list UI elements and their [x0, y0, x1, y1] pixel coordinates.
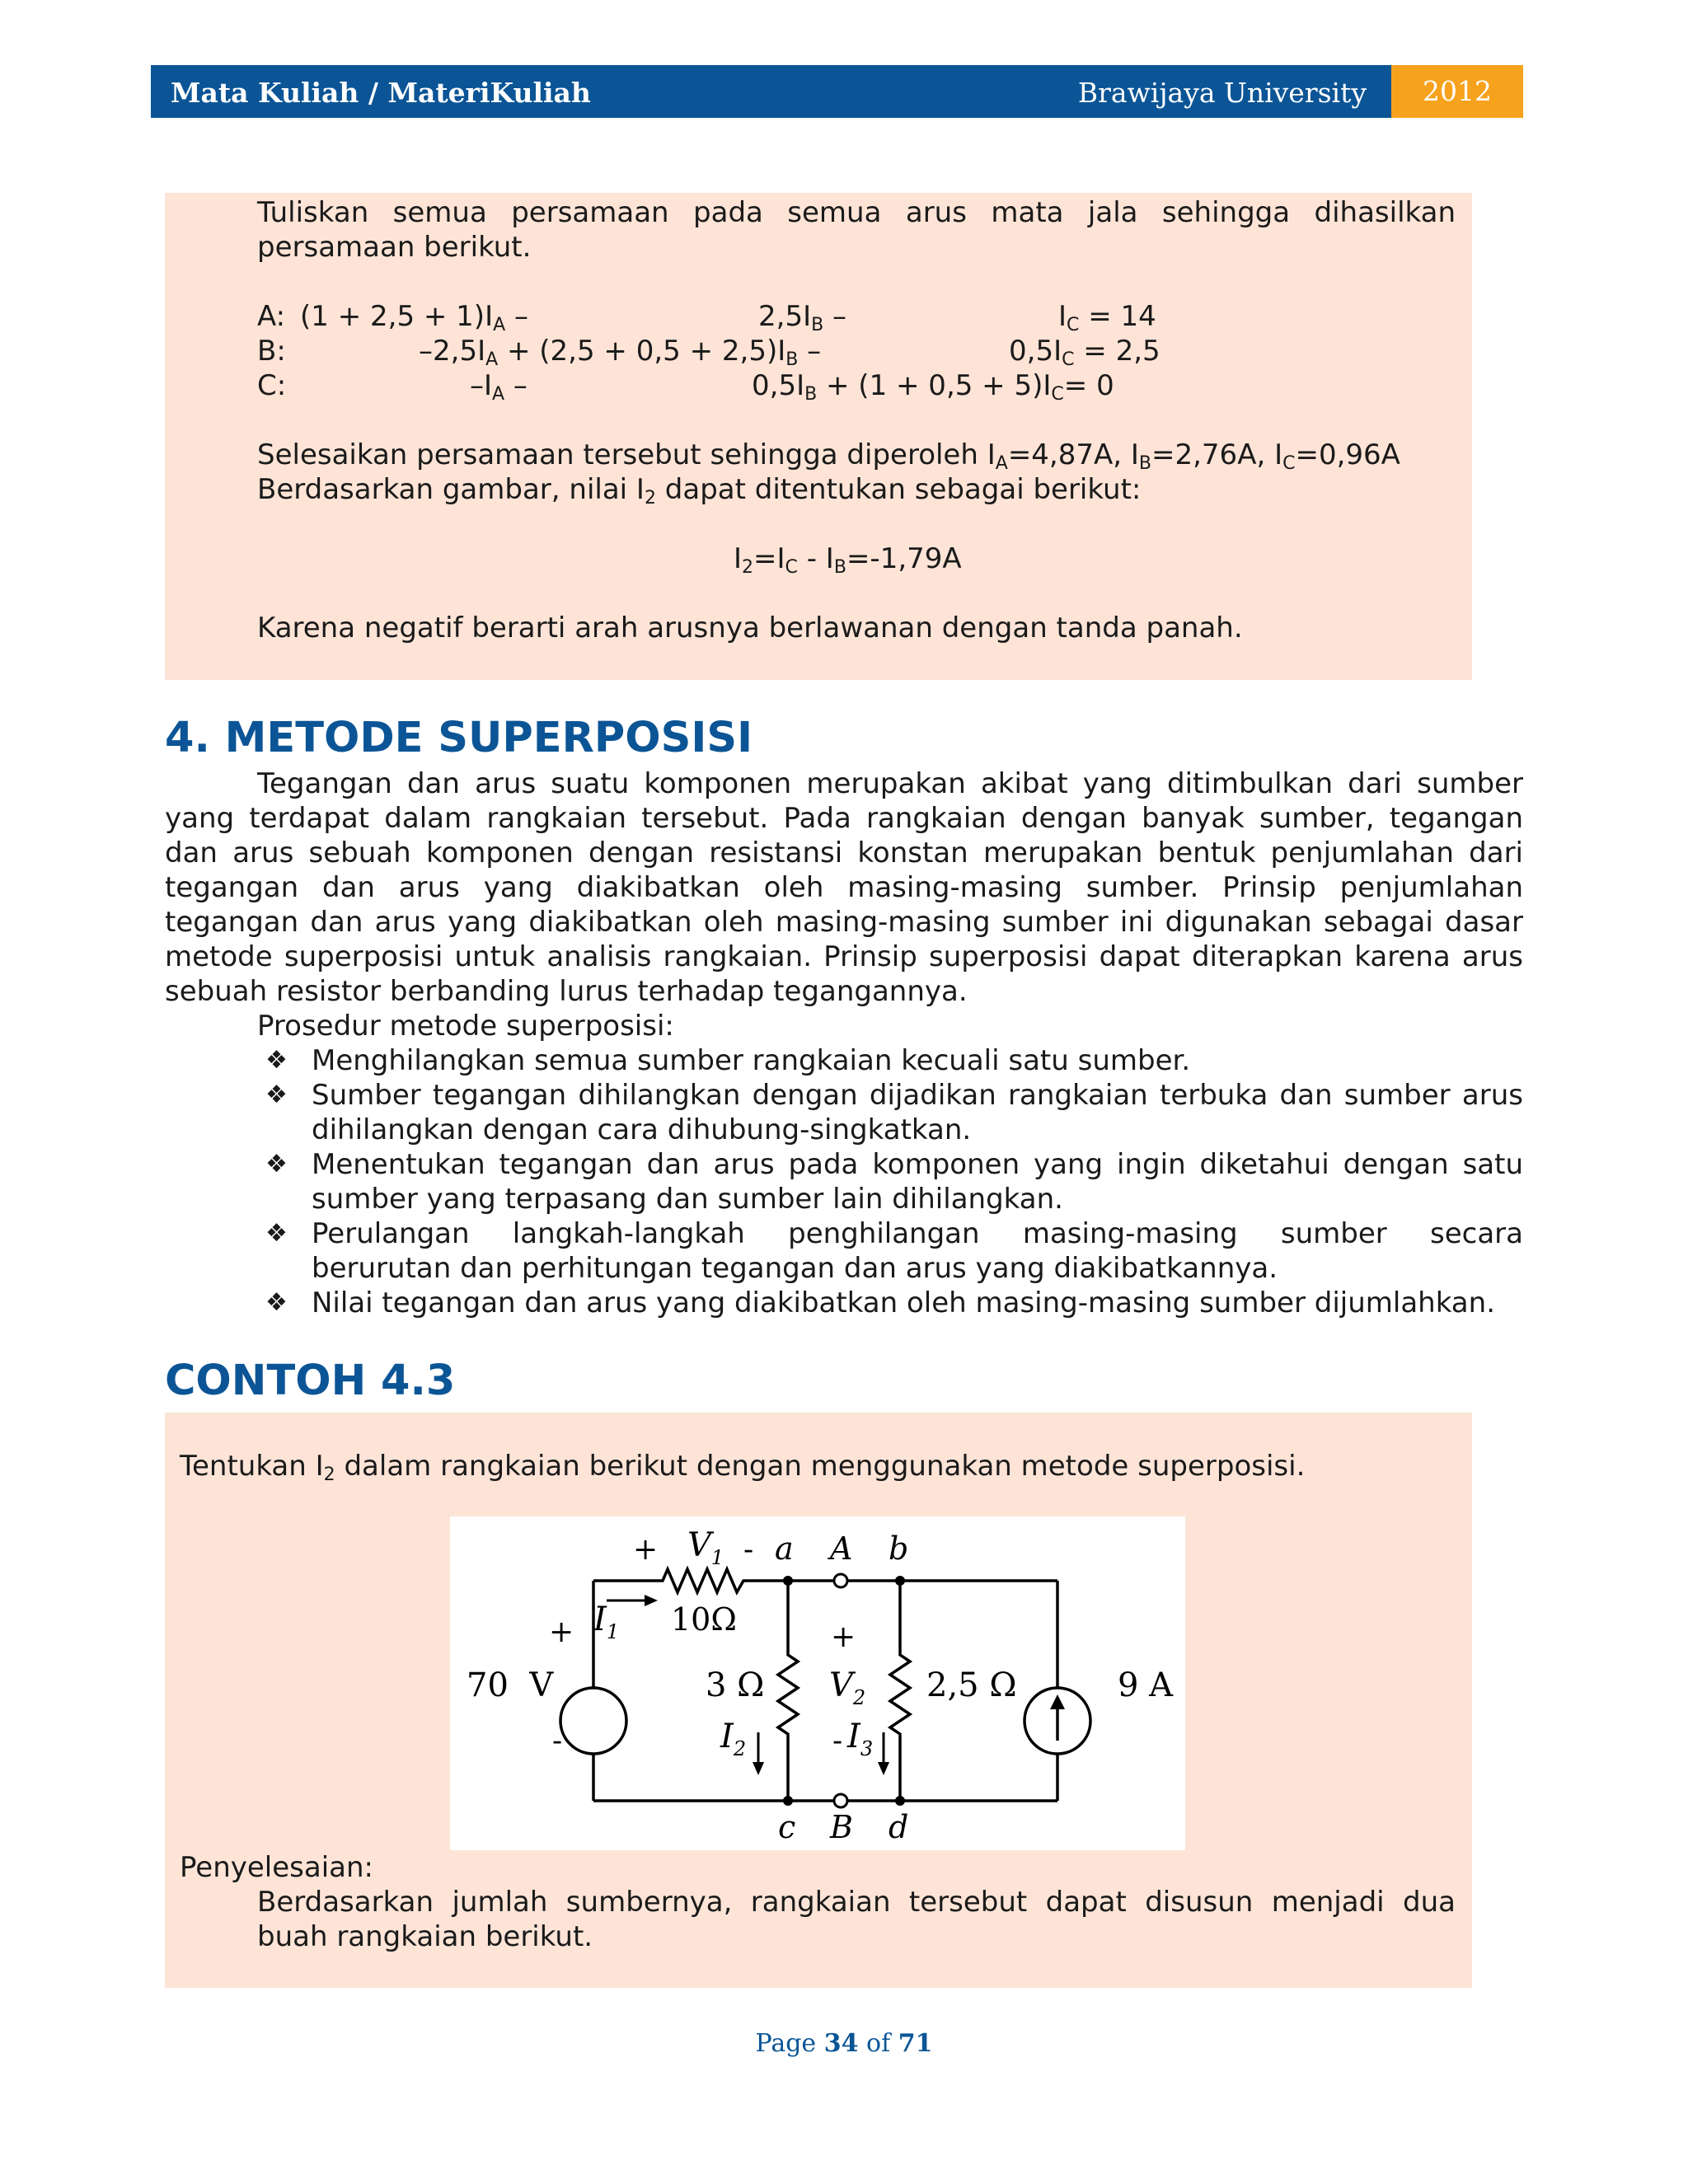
paragraph-line: yang terdapat dalam rangkaian tersebut. Pada rangkaian dengan banyak sumber, tegangan	[165, 802, 1523, 835]
of-word: of	[866, 2029, 891, 2058]
solution-line-1: Berdasarkan jumlah sumbernya, rangkaian tersebut dapat disusun menjadi dua	[257, 1886, 1456, 1919]
circuit-diagram	[450, 1516, 1185, 1850]
r1-label: 10Ω	[671, 1601, 737, 1638]
header-bar	[151, 65, 1391, 118]
result-equation: $I_2=I_C - I_B=-1,79A$	[734, 542, 962, 578]
page-footer	[0, 2029, 1688, 2058]
i2-label: $I_2$	[720, 1718, 747, 1760]
node-A-label: A	[830, 1530, 853, 1567]
bullet-icon: ❖	[265, 1150, 288, 1179]
solution-label: Penyelesaian:	[180, 1851, 373, 1884]
vsrc-label: 70 V	[467, 1666, 554, 1704]
paragraph-line: dan arus sebuah komponen dengan resistansi konstan merupakan bentuk penjumlahan dari	[165, 837, 1523, 869]
voltage-source	[560, 1688, 626, 1754]
paragraph-line: metode superposisi untuk analisis rangkaian. Prinsip superposisi dapat diterapkan karena arus	[165, 940, 1523, 973]
page-number: 34	[823, 2029, 859, 2058]
section-heading: 4. METODE SUPERPOSISI	[165, 714, 753, 762]
negative-note: Karena negatif berarti arah arusnya berlawanan dengan tanda panah.	[257, 612, 1243, 644]
node-b-label: b	[889, 1530, 909, 1567]
terminal-B	[834, 1794, 847, 1807]
equation-term: $-2,5I_A + (2,5 + 0,5 + 2,5)I_B$ –	[419, 335, 822, 370]
example-task: Tentukan $I_2$ dalam rangkaian berikut dengan menggunakan metode superposisi.	[180, 1450, 1306, 1485]
bullet-icon: ❖	[265, 1219, 288, 1248]
paragraph-line: tegangan dan arus yang diakibatkan oleh masing-masing sumber ini digunakan sebagai dasar	[165, 906, 1523, 939]
resistor-10-ohm	[593, 1569, 1057, 1592]
equation-term: $(1 + 2,5 + 1)I_A$ –	[300, 300, 528, 335]
bullet-icon: ❖	[265, 1288, 288, 1317]
r3-label: 2,5 Ω	[926, 1666, 1017, 1704]
bullet-icon: ❖	[265, 1080, 288, 1109]
bullet-text: dihilangkan dengan cara dihubung-singkatkan.	[312, 1113, 972, 1146]
bullet-text: Perulangan langkah-langkah penghilangan masing-masing sumber secara	[312, 1217, 1523, 1250]
isrc-label: 9 A	[1118, 1666, 1174, 1704]
bullet-text: berurutan dan perhitungan tegangan dan arus yang diakibatkannya.	[312, 1252, 1278, 1285]
node-b-dot	[895, 1576, 905, 1586]
v1-label: $V_1$	[687, 1526, 724, 1569]
page-header	[151, 65, 1523, 118]
equation-label: B:	[257, 335, 286, 368]
i2-arrowhead	[753, 1762, 764, 1775]
v2-label: $V_2$	[829, 1666, 866, 1709]
bullet-text: Menentukan tegangan dan arus pada komponen yang ingin diketahui dengan satu	[312, 1148, 1523, 1181]
node-a-dot	[783, 1576, 793, 1586]
solution-box	[165, 193, 1472, 680]
node-a-label: a	[775, 1530, 794, 1567]
node-d-dot	[895, 1796, 905, 1806]
paragraph-last-line: sebuah resistor berbanding lurus terhadap tegangannya.	[165, 975, 968, 1008]
equation-term: $I_C = 14$	[1058, 300, 1156, 335]
bullet-text: sumber yang terpasang dan sumber lain dihilangkan.	[312, 1183, 1063, 1216]
equation-term: $0,5I_C = 2,5$	[1009, 335, 1160, 370]
intro-line-1: Tuliskan semua persamaan pada semua arus mata jala sehingga dihasilkan	[257, 196, 1456, 229]
i1-arrowhead	[645, 1595, 658, 1606]
node-B-label: B	[830, 1809, 853, 1845]
paragraph-line: Tegangan dan arus suatu komponen merupakan akibat yang ditimbulkan dari sumber	[257, 767, 1523, 800]
university-name: Brawijaya University	[1077, 77, 1367, 109]
node-c-dot	[783, 1796, 793, 1806]
solution-line-2: buah rangkaian berikut.	[257, 1920, 593, 1953]
course-title: Mata Kuliah / MateriKuliah	[171, 77, 591, 109]
page-word: Page	[755, 2029, 817, 2058]
equation-term: $-I_A$ –	[470, 369, 528, 405]
resistor-3-ohm	[778, 1581, 798, 1801]
paragraph-line: tegangan dan arus yang diakibatkan oleh masing-masing sumber. Prinsip penjumlahan	[165, 871, 1523, 904]
based-line: Berdasarkan gambar, nilai $I_2$ dapat ditentukan sebagai berikut:	[257, 473, 1142, 509]
example-heading: CONTOH 4.3	[165, 1357, 456, 1405]
intro-line-2: persamaan berikut.	[257, 231, 532, 264]
equation-term: $0,5I_B + (1 + 0,5 + 5)I_C= 0$	[752, 369, 1114, 405]
resistor-2-5-ohm	[890, 1581, 910, 1801]
r2-label: 3 Ω	[706, 1666, 765, 1704]
vsrc-plus: +	[549, 1615, 574, 1649]
vsrc-minus: -	[552, 1724, 563, 1758]
bullet-icon: ❖	[265, 1046, 288, 1075]
page-total: 71	[898, 2029, 933, 2058]
node-d-label: d	[889, 1809, 909, 1845]
v2-minus: -	[832, 1724, 843, 1758]
terminal-A	[834, 1574, 847, 1587]
equation-label: A:	[257, 300, 286, 333]
v1-minus: -	[743, 1533, 754, 1567]
i3-label: $I_3$	[847, 1718, 874, 1760]
circuit-svg	[450, 1516, 1185, 1850]
solve-line: Selesaikan persamaan tersebut sehingga diperoleh $I_A=4,87A$, $I_B=2,76A$, $I_C=0,96A$	[257, 438, 1400, 474]
procedure-label: Prosedur metode superposisi:	[257, 1010, 674, 1043]
i3-arrowhead	[878, 1762, 889, 1775]
node-c-label: c	[778, 1809, 796, 1845]
v2-plus: +	[831, 1620, 856, 1654]
equation-term: $2,5I_B$ –	[758, 300, 847, 335]
equation-label: C:	[257, 369, 287, 402]
v1-plus: +	[633, 1533, 659, 1567]
year-badge: 2012	[1391, 65, 1523, 118]
bullet-text: Nilai tegangan dan arus yang diakibatkan oleh masing-masing sumber dijumlahkan.	[312, 1286, 1496, 1319]
i1-label: $I_1$	[593, 1601, 620, 1643]
bullet-text: Menghilangkan semua sumber rangkaian kecuali satu sumber.	[312, 1044, 1191, 1077]
bullet-text: Sumber tegangan dihilangkan dengan dijadikan rangkaian terbuka dan sumber arus	[312, 1079, 1523, 1112]
